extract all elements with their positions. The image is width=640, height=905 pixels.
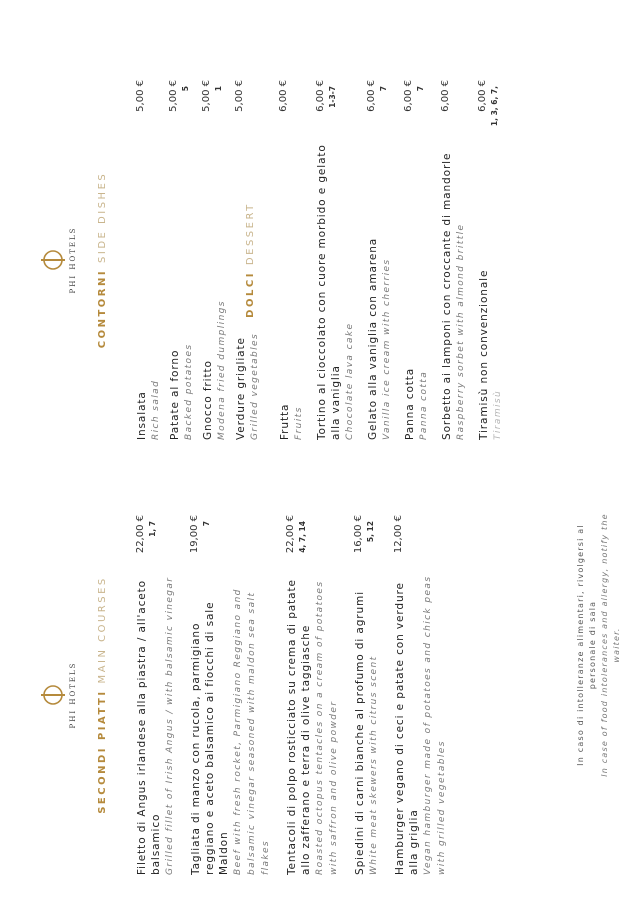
list-item (189, 515, 273, 875)
item-translation: Vanilla ice cream with cherries (382, 258, 392, 440)
logo-text: PHI HOTELS (69, 226, 77, 294)
item-translation: Modena fried dumplings (217, 300, 227, 440)
list-item (366, 80, 394, 440)
section-title (245, 80, 256, 440)
item-allergens: 1 (214, 86, 223, 92)
item-allergens: 4, 7, 14 (298, 521, 307, 553)
main-courses-list (135, 515, 461, 875)
item-price: 12,00 € (393, 515, 404, 554)
item-price: 5,00 € (135, 80, 146, 112)
section-title-sub: MAIN COURSES (97, 576, 108, 684)
item-price: 6,00 € (366, 80, 377, 112)
item-name: Gelato alla vaniglia con amarena (367, 237, 379, 440)
item-translation: Panna cotta (419, 370, 429, 440)
section-title-sub: SIDE DISHES (97, 171, 108, 263)
item-allergens: 5, 12 (366, 521, 375, 543)
item-name: Tagliata di manzo con rucola, parmigiano reggiano e aceto balsamico ai fiocchi di sale Maldon (190, 601, 230, 875)
item-price: 5,00 € (201, 80, 212, 112)
item-allergens: 7 (416, 86, 425, 92)
section-title-main: CONTORNI (97, 268, 108, 349)
item-name: Tentacoli di polpo rosticciato su crema di patate allo zafferano e terra di olive taggiasche (286, 579, 312, 875)
section-title (97, 515, 108, 875)
item-translation: Grilled vegetables (250, 332, 260, 440)
section-title (97, 80, 108, 440)
item-translation: Tiramisù (493, 389, 503, 440)
item-name: Gnocco fritto (202, 360, 214, 440)
list-item (135, 80, 163, 440)
item-translation: Grilled fillet of Irish Angus / with balsamic vinegar (165, 576, 175, 875)
section-title-main: DOLCI (245, 271, 256, 318)
item-name: Frutta (279, 403, 291, 440)
logo-text: PHI HOTELS (69, 661, 77, 729)
item-allergens: 7 (379, 86, 388, 92)
item-name: Panna cotta (404, 367, 416, 440)
list-item (315, 80, 357, 440)
allergy-notice-it: In caso di intolleranze alimentari, rivolgersi al personale di sala (576, 524, 597, 766)
list-item (477, 80, 505, 440)
item-allergens: 1, 3, 6, 7, (490, 86, 499, 127)
item-price: 5,00 € (234, 80, 245, 112)
item-price: 6,00 € (440, 80, 451, 112)
list-item (278, 80, 306, 440)
list-item (285, 515, 341, 875)
item-price: 6,00 € (278, 80, 289, 112)
item-name: Insalata (136, 391, 148, 440)
allergy-notice-en: In case of food intolerances and allergy, notify the waiter. (600, 513, 621, 777)
item-price: 22,00 € (285, 515, 296, 554)
phi-logo-icon (40, 684, 66, 706)
item-price: 6,00 € (315, 80, 326, 112)
item-name: Patate al forno (169, 349, 181, 440)
item-allergens: 5 (181, 86, 190, 92)
item-name: Spiedini di carni bianche al profumo di agrumi (354, 590, 366, 875)
item-price: 6,00 € (477, 80, 488, 112)
item-name: Hamburger vegano di ceci e patate con verdure alla griglia (394, 582, 420, 875)
item-price: 6,00 € (403, 80, 414, 112)
item-price: 16,00 € (353, 515, 364, 554)
item-translation: Raspberry sorbet with almond brittle (456, 223, 466, 440)
list-item (168, 80, 196, 440)
hotel-logo (40, 80, 77, 440)
list-item (201, 80, 229, 440)
list-item (135, 515, 177, 875)
item-translation: Rich salad (151, 379, 161, 440)
item-translation: White meat skewers with citrus scent (369, 655, 379, 875)
item-translation: Vegan hamburger made of potatoes and chick peas with grilled vegetables (423, 575, 447, 875)
desserts-list (278, 80, 514, 440)
list-item (353, 515, 381, 875)
item-translation: Chocolate lava cake (345, 322, 355, 440)
list-item (440, 80, 468, 440)
item-name: Filetto di Angus irlandese alla piastra / all'aceto balsamico (136, 580, 162, 875)
allergy-notice (575, 510, 623, 780)
hotel-logo (40, 515, 77, 875)
item-name: Sorbetto ai lamponi con croccante di mandorle (441, 152, 453, 440)
list-item (403, 80, 431, 440)
phi-logo-icon (40, 249, 66, 271)
item-allergens: 1-3-7 (328, 86, 337, 108)
item-translation: Roasted octopus tentacles on a cream of potatoes with saffron and olive powder (315, 580, 339, 875)
item-translation: Beef with fresh rocket, Parmigiano Reggiano and balsamic vinegar seasoned with maldon sea salt flakes (233, 588, 271, 875)
item-translation: Fruits (294, 406, 304, 440)
item-allergens: 1, 7 (148, 521, 157, 537)
item-name: Tortino al cioccolato con cuore morbido e gelato alla vaniglia (316, 144, 342, 440)
item-name: Verdure grigliate (235, 337, 247, 440)
list-item (393, 515, 449, 875)
item-name: Tiramisù non convenzionale (478, 269, 490, 440)
item-allergens: 7 (202, 521, 211, 527)
section-title-sub: DESSERT (245, 202, 256, 266)
item-price: 19,00 € (189, 515, 200, 554)
item-translation: Backed potatoes (184, 343, 194, 440)
item-price: 5,00 € (168, 80, 179, 112)
item-price: 22,00 € (135, 515, 146, 554)
section-title-main: SECONDI PIATTI (97, 689, 108, 814)
